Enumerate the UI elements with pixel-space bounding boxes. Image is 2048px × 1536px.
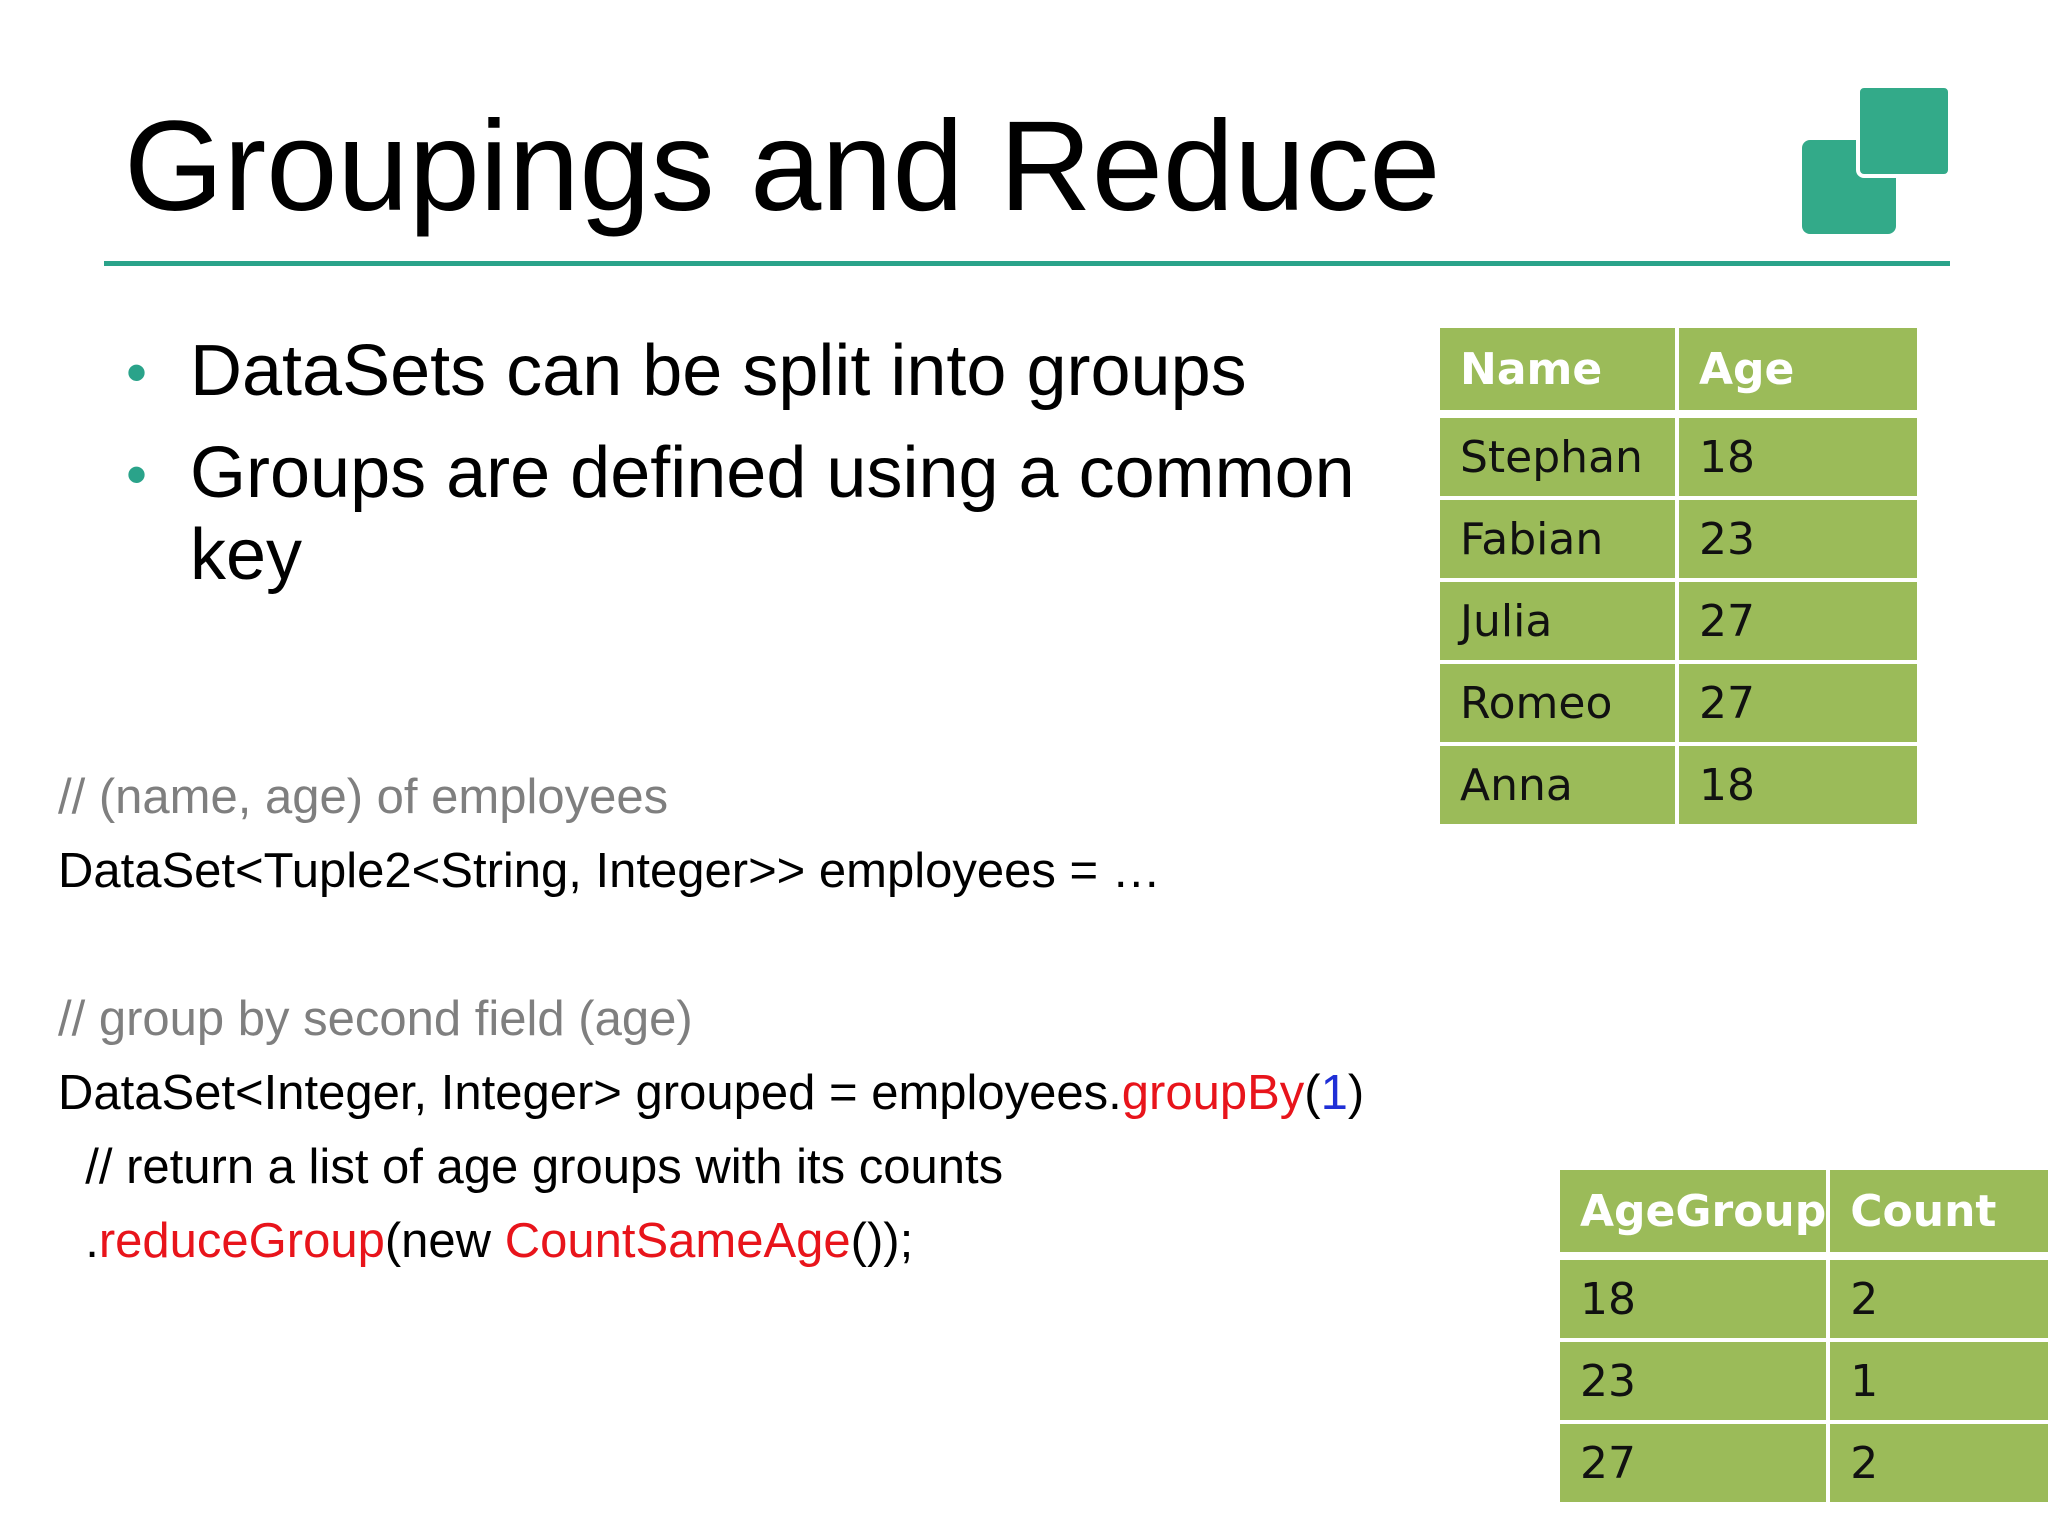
code-comment: // (name, age) of employees (58, 770, 669, 824)
column-header-name: Name (1440, 328, 1679, 418)
age-group-count-table (1560, 1170, 2048, 1506)
table-row (1440, 746, 1917, 828)
code-line (58, 1056, 1518, 1130)
cell-count: 1 (1830, 1342, 2048, 1424)
cell-agegroup: 27 (1560, 1424, 1830, 1506)
cell-agegroup: 18 (1560, 1260, 1830, 1342)
code-token: ()); (850, 1214, 914, 1268)
cell-name: Stephan (1440, 418, 1679, 500)
cell-count: 2 (1830, 1260, 2048, 1342)
cell-name: Romeo (1440, 664, 1679, 746)
bullet-text: DataSets can be split into groups (190, 331, 1247, 411)
table-row (1560, 1260, 2048, 1342)
code-token: ) (1347, 1066, 1365, 1120)
overlapping-squares-logo-icon (1802, 84, 1952, 236)
table-row (1440, 582, 1917, 664)
cell-age: 27 (1679, 582, 1917, 664)
code-class-token: CountSameAge (504, 1214, 851, 1268)
cell-name: Julia (1440, 582, 1679, 664)
code-block (58, 760, 1518, 1278)
code-token: DataSet<Integer, Integer> grouped = employees. (58, 1066, 1122, 1120)
bullet-item (120, 330, 1360, 412)
code-token: ( (1304, 1066, 1321, 1120)
table-row (1440, 664, 1917, 746)
cell-age: 18 (1679, 746, 1917, 828)
code-blank-line (58, 908, 1518, 982)
code-method-token: reduceGroup (98, 1214, 385, 1268)
table-row (1560, 1424, 2048, 1506)
cell-age: 18 (1679, 418, 1917, 500)
code-token: . (58, 1214, 99, 1268)
table-row (1440, 418, 1917, 500)
slide-title: Groupings and Reduce (124, 95, 1441, 238)
bullet-text: Groups are defined using a common key (190, 433, 1355, 595)
bullet-dot-icon: • (126, 441, 148, 508)
table-row (1440, 500, 1917, 582)
table-header-row (1560, 1170, 2048, 1260)
bullet-item (120, 432, 1360, 596)
code-number-token: 1 (1320, 1066, 1348, 1120)
column-header-age: Age (1679, 328, 1917, 418)
bullet-dot-icon: • (126, 339, 148, 406)
title-divider (104, 261, 1950, 266)
code-comment: // return a list of age groups with its counts (58, 1140, 1004, 1194)
cell-name: Anna (1440, 746, 1679, 828)
column-header-count: Count (1830, 1170, 2048, 1260)
cell-agegroup: 23 (1560, 1342, 1830, 1424)
column-header-agegroup: AgeGroup (1560, 1170, 1830, 1260)
code-comment: // group by second field (age) (58, 992, 693, 1046)
code-method-token: groupBy (1121, 1066, 1305, 1120)
cell-name: Fabian (1440, 500, 1679, 582)
bullet-list (120, 330, 1360, 616)
logo-square-front (1856, 84, 1952, 178)
code-line: DataSet<Tuple2<String, Integer>> employees = … (58, 844, 1161, 898)
employees-table (1440, 328, 1917, 828)
code-token: (new (384, 1214, 505, 1268)
cell-age: 27 (1679, 664, 1917, 746)
code-line (58, 1204, 1518, 1278)
table-header-row (1440, 328, 1917, 418)
table-row (1560, 1342, 2048, 1424)
cell-age: 23 (1679, 500, 1917, 582)
cell-count: 2 (1830, 1424, 2048, 1506)
